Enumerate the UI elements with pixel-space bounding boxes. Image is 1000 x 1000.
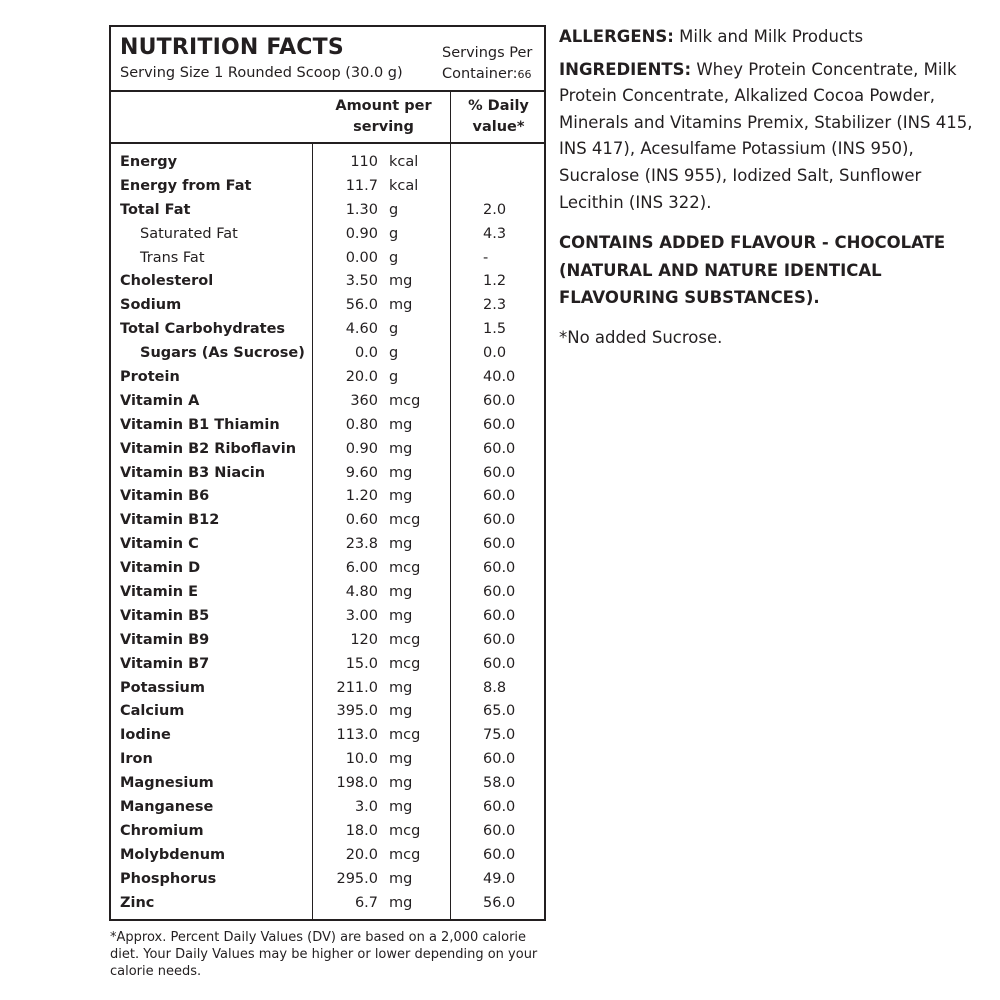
- nutrient-unit: mcg: [389, 631, 421, 648]
- nutrient-row: [111, 462, 544, 486]
- nutrient-row: [111, 892, 544, 916]
- nutrient-name: Energy: [120, 154, 178, 170]
- nutrient-name: Chromium: [120, 822, 204, 839]
- nutrient-name: Manganese: [120, 799, 214, 816]
- nutrient-daily-value: 60.0: [483, 416, 516, 433]
- nutrient-amount: 6.00: [345, 560, 378, 577]
- nutrient-amount: 56.0: [345, 297, 378, 314]
- nutrient-unit: mg: [389, 751, 413, 768]
- nutrient-daily-value: 60.0: [483, 536, 516, 553]
- nutrient-daily-value: 60.0: [483, 392, 516, 409]
- nutrient-daily-value: 65.0: [483, 703, 516, 720]
- nutrient-row: [111, 414, 544, 438]
- nutrient-unit: g: [389, 249, 399, 266]
- nutrient-daily-value: 60.0: [483, 560, 516, 577]
- nutrient-amount: 113.0: [336, 727, 378, 744]
- nutrient-name: Vitamin D: [120, 560, 201, 577]
- nutrient-unit: mg: [389, 775, 413, 792]
- nutrient-unit: mg: [389, 703, 413, 720]
- nutrient-name: Vitamin E: [120, 584, 199, 601]
- servings-per-label: Servings Per: [442, 45, 533, 61]
- product-info: [559, 24, 979, 351]
- nutrient-amount: 0.90: [345, 440, 378, 457]
- nutrient-unit: mcg: [389, 727, 421, 744]
- divider-header: [111, 142, 544, 144]
- nutrient-unit: kcal: [389, 177, 419, 194]
- nutrient-row: [111, 533, 544, 557]
- nutrient-row: [111, 796, 544, 820]
- nutrient-row: [111, 868, 544, 892]
- nutrient-amount: 11.7: [345, 177, 378, 194]
- nutrient-amount: 198.0: [336, 775, 378, 792]
- nutrient-row: [111, 605, 544, 629]
- nutrition-facts-panel: [109, 25, 546, 921]
- nutrient-row: [111, 175, 544, 199]
- nutrient-amount: 0.90: [345, 225, 378, 242]
- nutrient-daily-value: 1.5: [483, 321, 507, 338]
- no-sucrose-note: *No added Sucrose.: [559, 327, 723, 347]
- nutrient-rows: [111, 151, 544, 916]
- nutrient-unit: mg: [389, 464, 413, 481]
- nutrient-daily-value: 60.0: [483, 584, 516, 601]
- nutrient-unit: mg: [389, 870, 413, 887]
- nutrient-row: [111, 270, 544, 294]
- nutrient-unit: mg: [389, 607, 413, 624]
- allergens-label: ALLERGENS:: [559, 27, 674, 46]
- column-header-amount: [316, 96, 451, 138]
- nutrient-unit: mg: [389, 297, 413, 314]
- nutrient-daily-value: 60.0: [483, 655, 516, 672]
- nutrient-row: [111, 700, 544, 724]
- nutrient-daily-value: 58.0: [483, 775, 516, 792]
- nutrient-amount: 3.00: [345, 607, 378, 624]
- nutrient-daily-value: 8.8: [483, 679, 507, 696]
- divider-top: [111, 90, 544, 92]
- nutrient-amount: 0.00: [345, 249, 378, 266]
- nutrient-amount: 15.0: [345, 655, 378, 672]
- nutrient-daily-value: 2.0: [483, 201, 507, 218]
- nutrient-daily-value: 60.0: [483, 822, 516, 839]
- nutrient-name: Potassium: [120, 679, 205, 696]
- nutrient-unit: mcg: [389, 392, 421, 409]
- nutrient-name: Saturated Fat: [140, 225, 238, 242]
- nutrient-daily-value: 49.0: [483, 870, 516, 887]
- nutrient-daily-value: 2.3: [483, 297, 507, 314]
- nutrient-unit: kcal: [389, 154, 419, 170]
- nutrient-unit: g: [389, 201, 399, 218]
- nutrient-row: [111, 223, 544, 247]
- nutrient-daily-value: 60.0: [483, 464, 516, 481]
- nutrient-row: [111, 438, 544, 462]
- nutrient-name: Total Fat: [120, 201, 191, 218]
- daily-value-footnote: *Approx. Percent Daily Values (DV) are based on a 2,000 calorie diet. Your Daily Values may be higher or lower depending on your calorie needs.: [110, 930, 538, 979]
- nutrient-row: [111, 366, 544, 390]
- nutrient-unit: mg: [389, 440, 413, 457]
- nutrient-amount: 20.0: [345, 846, 378, 863]
- allergens-text: Milk and Milk Products: [673, 27, 864, 46]
- nutrient-amount: 9.60: [345, 464, 378, 481]
- nutrient-amount: 0.0: [354, 345, 378, 362]
- nutrient-unit: mg: [389, 488, 413, 505]
- nutrient-daily-value: 1.2: [483, 273, 507, 290]
- nutrient-name: Vitamin C: [120, 536, 199, 553]
- nutrient-amount: 110: [350, 154, 378, 170]
- nutrient-unit: mg: [389, 679, 413, 696]
- nutrient-row: [111, 748, 544, 772]
- nutrient-unit: g: [389, 225, 399, 242]
- ingredients: [559, 57, 979, 217]
- nutrient-amount: 360: [350, 392, 378, 409]
- column-header-amount-line2: serving: [353, 119, 414, 135]
- nutrient-amount: 0.80: [345, 416, 378, 433]
- nutrient-amount: 6.7: [354, 894, 378, 911]
- nutrient-name: Iodine: [120, 727, 171, 744]
- nutrient-daily-value: 75.0: [483, 727, 516, 744]
- nutrient-amount: 120: [350, 631, 378, 648]
- nutrient-name: Vitamin A: [120, 392, 200, 409]
- nutrient-amount: 0.60: [345, 512, 378, 529]
- nutrient-unit: g: [389, 369, 399, 386]
- nutrient-name: Vitamin B3 Niacin: [120, 464, 266, 481]
- nutrient-name: Cholesterol: [120, 273, 214, 290]
- nutrient-row: [111, 557, 544, 581]
- nutrient-row: [111, 247, 544, 271]
- nutrient-amount: 1.30: [345, 201, 378, 218]
- nutrient-unit: mg: [389, 584, 413, 601]
- nutrient-amount: 10.0: [345, 751, 378, 768]
- servings-per-value: 66: [517, 68, 532, 81]
- nutrient-name: Phosphorus: [120, 870, 217, 887]
- nutrient-row: [111, 390, 544, 414]
- nutrient-amount: 211.0: [336, 679, 378, 696]
- nutrient-name: Molybdenum: [120, 846, 226, 863]
- flavour-statement: CONTAINS ADDED FLAVOUR - CHOCOLATE (NATURAL AND NATURE IDENTICAL FLAVOURING SUBSTANCES).: [559, 233, 946, 308]
- nutrient-name: Sodium: [120, 297, 182, 314]
- nutrient-name: Vitamin B1 Thiamin: [120, 416, 280, 433]
- nutrient-daily-value: 60.0: [483, 440, 516, 457]
- nutrient-row: [111, 772, 544, 796]
- nutrient-amount: 23.8: [345, 536, 378, 553]
- nutrient-amount: 4.80: [345, 584, 378, 601]
- nutrient-row: [111, 581, 544, 605]
- nutrient-amount: 1.20: [345, 488, 378, 505]
- nutrient-amount: 18.0: [345, 822, 378, 839]
- nutrient-amount: 20.0: [345, 369, 378, 386]
- ingredients-label: INGREDIENTS:: [559, 59, 692, 79]
- nutrient-unit: mg: [389, 536, 413, 553]
- nutrient-unit: mcg: [389, 846, 421, 863]
- column-header-dv-line1: % Daily: [468, 98, 529, 114]
- nutrient-row: [111, 318, 544, 342]
- nutrient-row: [111, 820, 544, 844]
- nutrient-daily-value: 60.0: [483, 488, 516, 505]
- nutrient-row: [111, 509, 544, 533]
- nutrient-unit: mcg: [389, 512, 421, 529]
- column-header-amount-line1: Amount per: [335, 98, 432, 114]
- nutrient-daily-value: 40.0: [483, 369, 516, 386]
- nutrient-name: Energy from Fat: [120, 177, 252, 194]
- nutrient-daily-value: -: [483, 249, 489, 266]
- nutrient-daily-value: 60.0: [483, 799, 516, 816]
- nutrient-name: Vitamin B5: [120, 607, 210, 624]
- nutrient-name: Protein: [120, 369, 180, 386]
- nutrient-daily-value: 60.0: [483, 846, 516, 863]
- nutrient-row: [111, 342, 544, 366]
- nutrient-row: [111, 629, 544, 653]
- nutrient-amount: 295.0: [336, 870, 378, 887]
- allergens: [559, 24, 979, 51]
- nutrient-row: [111, 844, 544, 868]
- nutrient-unit: mg: [389, 416, 413, 433]
- nutrient-row: [111, 485, 544, 509]
- servings-per-container: [442, 43, 532, 85]
- nutrient-daily-value: 60.0: [483, 631, 516, 648]
- nutrient-unit: g: [389, 345, 399, 362]
- nutrient-daily-value: 60.0: [483, 512, 516, 529]
- nutrient-daily-value: 4.3: [483, 225, 507, 242]
- ingredients-text: Whey Protein Concentrate, Milk Protein Concentrate, Alkalized Cocoa Powder, Minerals and Vitamins Premix, Stabilizer (INS 415, INS 417), Acesulfame Potassium (INS 950), Sucralose (INS 955), Iodized Salt, Sunflower Lecithin (INS 322).: [559, 59, 973, 212]
- nutrient-name: Vitamin B2 Riboflavin: [120, 440, 297, 457]
- nutrient-name: Zinc: [120, 894, 155, 911]
- nutrient-name: Iron: [120, 751, 153, 768]
- nutrient-name: Vitamin B6: [120, 488, 210, 505]
- nutrient-daily-value: 60.0: [483, 751, 516, 768]
- nutrient-daily-value: 0.0: [483, 345, 507, 362]
- nutrient-unit: mg: [389, 799, 413, 816]
- nutrient-row: [111, 294, 544, 318]
- servings-container-label: Container:: [442, 66, 518, 82]
- servings-container-line: [442, 64, 532, 85]
- column-header-daily-value: [451, 96, 546, 138]
- nutrient-amount: 3.0: [354, 799, 378, 816]
- nutrient-name: Total Carbohydrates: [120, 321, 286, 338]
- nutrient-unit: g: [389, 321, 399, 338]
- nutrient-row: [111, 151, 544, 175]
- nutrient-unit: mcg: [389, 655, 421, 672]
- nutrient-unit: mg: [389, 894, 413, 911]
- nutrient-daily-value: 60.0: [483, 607, 516, 624]
- nutrient-row: [111, 199, 544, 223]
- nutrient-name: Magnesium: [120, 775, 214, 792]
- nutrient-name: Vitamin B12: [120, 512, 220, 529]
- nutrient-name: Vitamin B9: [120, 631, 210, 648]
- nutrient-amount: 395.0: [336, 703, 378, 720]
- serving-size: Serving Size 1 Rounded Scoop (30.0 g): [120, 65, 403, 81]
- nutrient-daily-value: 56.0: [483, 894, 516, 911]
- nutrient-name: Sugars (As Sucrose): [140, 345, 305, 362]
- nutrient-unit: mg: [389, 273, 413, 290]
- nutrient-row: [111, 677, 544, 701]
- nutrient-name: Trans Fat: [140, 249, 205, 266]
- column-header-dv-line2: value*: [472, 119, 525, 135]
- nutrient-name: Vitamin B7: [120, 655, 210, 672]
- nutrient-amount: 3.50: [345, 273, 378, 290]
- nutrient-unit: mcg: [389, 822, 421, 839]
- nutrient-amount: 4.60: [345, 321, 378, 338]
- panel-title: NUTRITION FACTS: [120, 35, 344, 60]
- nutrient-row: [111, 724, 544, 748]
- nutrient-unit: mcg: [389, 560, 421, 577]
- nutrient-row: [111, 653, 544, 677]
- nutrient-name: Calcium: [120, 703, 185, 720]
